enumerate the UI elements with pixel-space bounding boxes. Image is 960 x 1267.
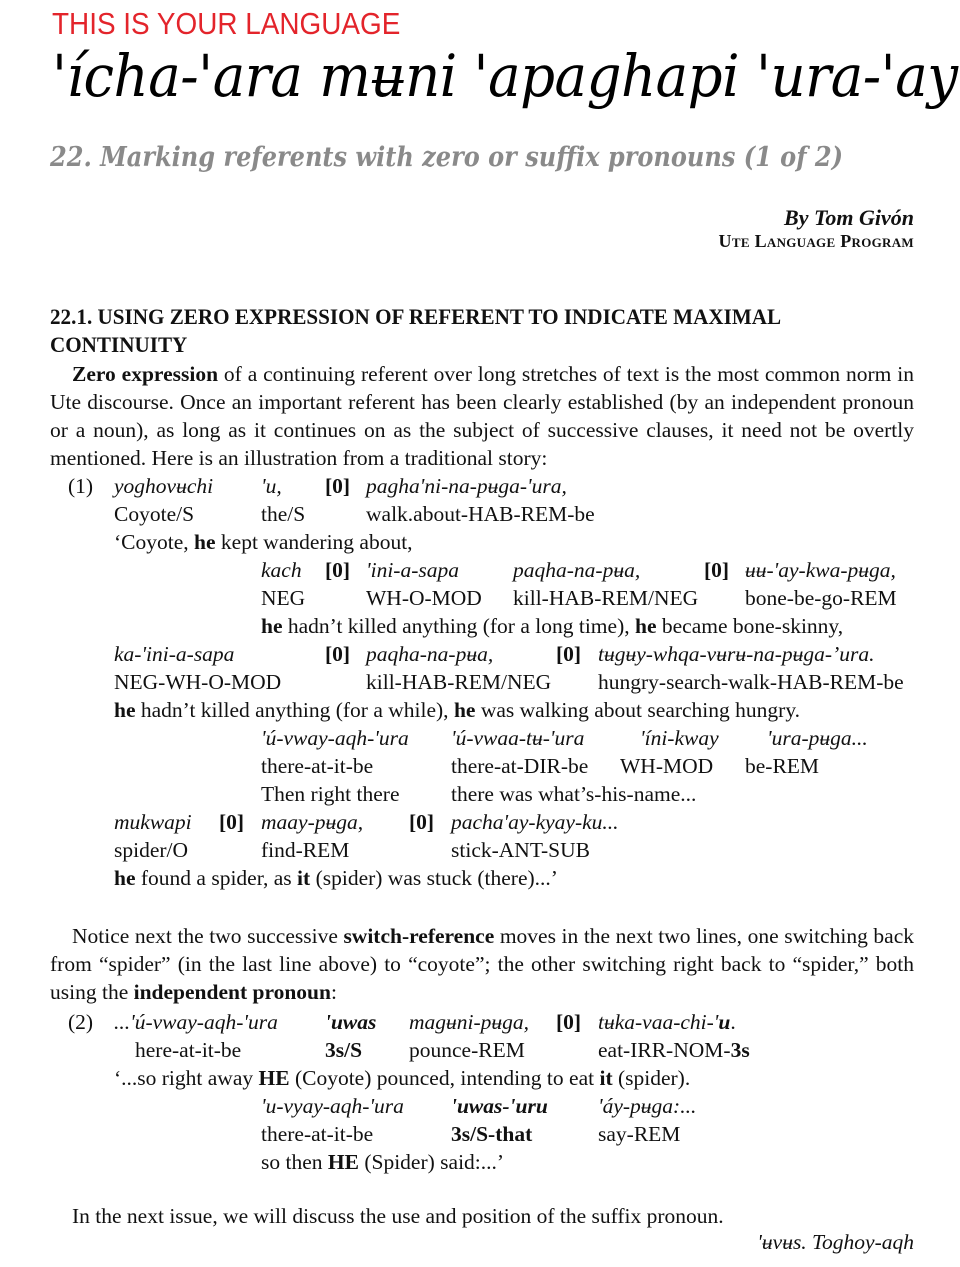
ute-word: paqha-na-pʉa, (366, 642, 494, 666)
switch-reference-paragraph: Notice next the two successive switch-reference moves in the next two lines, one switching back from “spider” (in the last line above) to “coyote”; the other switching right back to “spider,” both using the independent pronoun: (50, 924, 914, 1004)
ute-word: pagha'ni-na-pʉga-'ura, (366, 474, 567, 498)
ute-word: 'u, (261, 474, 282, 498)
gloss: walk.about-HAB-REM-be (366, 502, 595, 526)
ute-word: 'áy-pʉga:... (598, 1094, 697, 1118)
gloss: kill-HAB-REM/NEG (366, 670, 552, 694)
ute-word: 'ura-pʉga... (767, 726, 868, 750)
translation: he found a spider, as it (spider) was stuck (there)...’ (114, 866, 558, 890)
gloss: WH-O-MOD (366, 586, 482, 610)
gloss: the/S (261, 502, 306, 526)
ute-word: pacha'ay-kyay-ku... (451, 810, 619, 834)
ute-word: 'uwas-'uru (451, 1094, 548, 1118)
gloss: spider/O (114, 838, 189, 862)
ute-word: 'ini-a-sapa (366, 558, 459, 582)
ute-word: yoghovʉchi (114, 474, 214, 498)
gloss: hungry-search-walk-HAB-REM-be (598, 670, 904, 694)
ute-word: maay-pʉga, (261, 810, 364, 834)
zero-marker: [0] (409, 810, 435, 834)
ute-word: 'ú-vwaa-tʉ-'ura (451, 726, 585, 750)
gloss: be-REM (745, 754, 820, 778)
paragraph-text: of a continuing referent over long stretches of text is the most common norm in Ute discourse. Once an important referent has been clearly established (by an independent pronoun or a noun), as long as it continues on as the subject of successive clauses, it need not be overtly mentioned. Here is an illustration from a traditional story: (50, 362, 914, 470)
gloss: there-at-it-be (261, 754, 374, 778)
example-number: (1) (68, 474, 94, 498)
ute-word: paqha-na-pʉa, (513, 558, 641, 582)
zero-marker: [0] (704, 558, 730, 582)
ute-word: magʉni-pʉga, (409, 1010, 530, 1034)
gloss: 3s/S (325, 1038, 363, 1062)
gloss: NEG (261, 586, 306, 610)
gloss: say-REM (598, 1122, 681, 1146)
closing-paragraph: In the next issue, we will discuss the use and position of the suffix pronoun. (72, 1204, 724, 1228)
zero-marker: [0] (325, 474, 351, 498)
ute-word: kach (261, 558, 302, 582)
gloss: Coyote/S (114, 502, 195, 526)
signature: 'ʉvʉs. Toghoy-aqh (757, 1230, 914, 1254)
gloss: kill-HAB-REM/NEG (513, 586, 699, 610)
zero-marker: [0] (219, 810, 245, 834)
gloss: NEG-WH-O-MOD (114, 670, 282, 694)
ute-word: ka-'ini-a-sapa (114, 642, 235, 666)
gloss: WH-MOD (620, 754, 714, 778)
gloss: stick-ANT-SUB (451, 838, 590, 862)
gloss: here-at-it-be (135, 1038, 242, 1062)
bold-term: independent pronoun (133, 980, 331, 1004)
intro-paragraph (50, 360, 914, 472)
gloss: eat-IRR-NOM-3s (598, 1038, 750, 1062)
gloss: there-at-DIR-be (451, 754, 589, 778)
ute-word: 'ú-vway-aqh-'ura (261, 726, 409, 750)
bold-term: Zero expression (72, 362, 219, 386)
translation: so then HE (Spider) said:...’ (261, 1150, 505, 1174)
page-title: 'ícha-'ara mʉni 'apaghapi 'ura-'ay (52, 42, 958, 110)
gloss: find-REM (261, 838, 350, 862)
zero-marker: [0] (556, 1010, 582, 1034)
byline (719, 205, 914, 252)
translation: ‘...so right away HE (Coyote) pounced, intending to eat it (spider). (114, 1066, 691, 1090)
translation: ‘Coyote, he kept wandering about, (114, 530, 413, 554)
gloss: there-at-it-be (261, 1122, 374, 1146)
section-heading: 22.1. USING ZERO EXPRESSION OF REFERENT TO INDICATE MAXIMAL CONTINUITY (50, 304, 780, 357)
ute-word: tʉgʉy-whqa-vʉrʉ-na-pʉga-’ura. (598, 642, 875, 666)
gloss: pounce-REM (409, 1038, 525, 1062)
ute-word: mukwapi (114, 810, 192, 834)
gloss: 3s/S-that (451, 1122, 533, 1146)
ute-word: 'uwas (325, 1010, 377, 1034)
example-number: (2) (68, 1010, 94, 1034)
ute-word: ...'ú-vway-aqh-'ura (114, 1010, 278, 1034)
author-name: By Tom Givón (784, 205, 914, 230)
kicker-label: THIS IS YOUR LANGUAGE (52, 6, 401, 41)
ute-word: ʉʉ-'ay-kwa-pʉga, (745, 558, 896, 582)
zero-marker: [0] (325, 642, 351, 666)
bold-term: switch-reference (343, 924, 495, 948)
ute-word: tʉka-vaa-chi-'u. (598, 1010, 736, 1034)
ute-word: 'u-vyay-aqh-'ura (261, 1094, 404, 1118)
translation: he hadn’t killed anything (for a long time), he became bone-skinny, (261, 614, 844, 638)
page-subtitle: 22. Marking referents with zero or suffix pronouns (1 of 2) (50, 142, 844, 173)
zero-marker: [0] (556, 642, 582, 666)
ute-word: 'íni-kway (640, 726, 719, 750)
gloss: bone-be-go-REM (745, 586, 897, 610)
program-name: Ute Language Program (718, 231, 914, 251)
translation: there was what’s-his-name... (451, 782, 697, 806)
zero-marker: [0] (325, 558, 351, 582)
translation: he hadn’t killed anything (for a while), he was walking about searching hungry. (114, 698, 801, 722)
translation: Then right there (261, 782, 400, 806)
